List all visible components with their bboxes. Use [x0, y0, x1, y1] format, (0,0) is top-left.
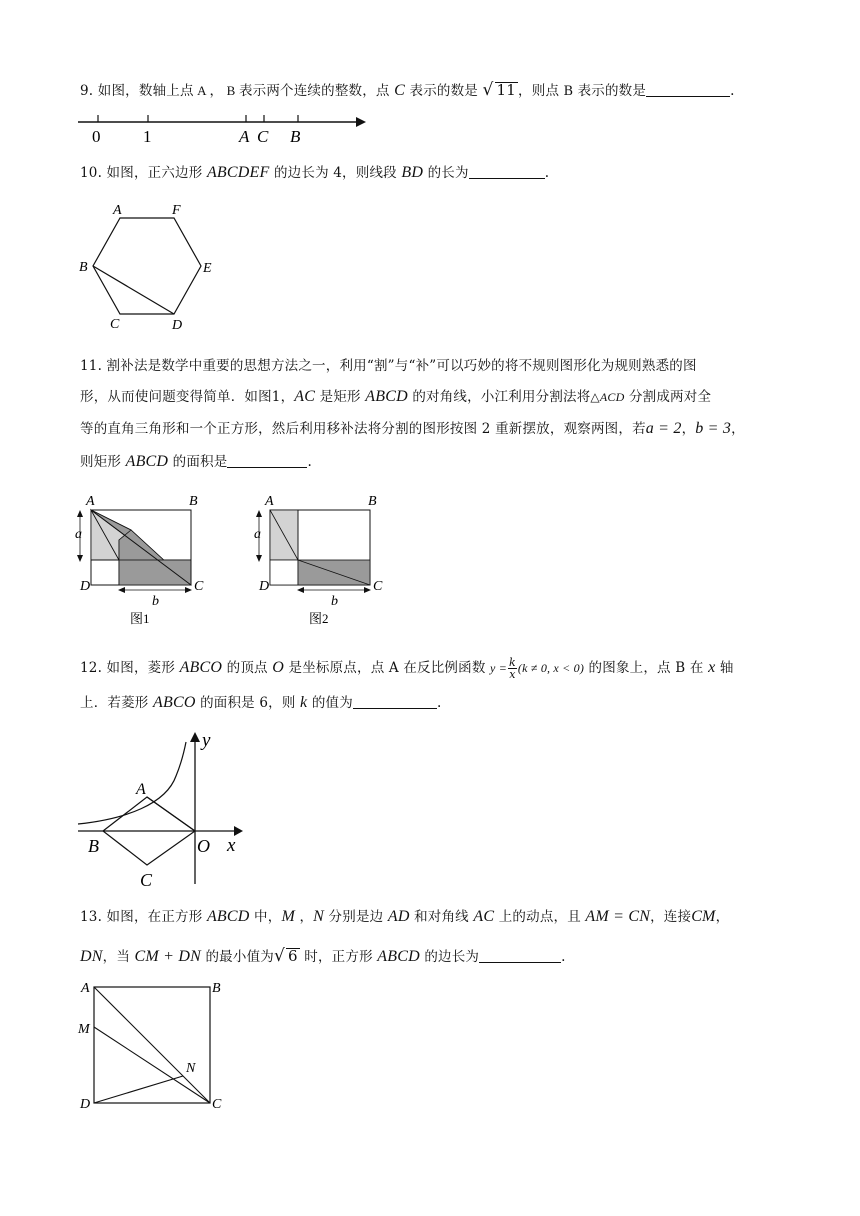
q13-l1k: 上的动点，且: [494, 909, 586, 925]
q11-fig2-caption: 图2: [309, 611, 329, 626]
q11-cond-a: a = 2: [645, 420, 682, 437]
q11-l3e: ，: [731, 421, 745, 437]
q12-l1a: 12. 如图，菱形: [80, 660, 180, 676]
q13-l1g: 分别是边: [324, 909, 388, 925]
q11-fig1-label-A: A: [86, 494, 95, 509]
q10-var-hexagon: ABCDEF: [206, 164, 270, 181]
q12-l2a: 上．若菱形: [80, 695, 153, 711]
q11-cond-b: b = 3: [695, 420, 732, 437]
q13-line2: [80, 946, 566, 967]
q12-l1c: 的顶点: [222, 660, 273, 676]
q12-label-y: y: [202, 730, 211, 751]
q11-fig1-label-C: C: [194, 579, 204, 594]
q11-l3a: 等的直角三角形和一个正方形，然后利用移补法将分割的图形按图 2 重新摆放，观察两图，若: [80, 421, 646, 437]
q13-cond: AM = CN: [585, 908, 651, 925]
q10-mid: 的边长为 4，则线段: [269, 165, 402, 181]
q10-answer-blank[interactable]: [469, 164, 545, 179]
q13-var-dn: DN: [80, 948, 103, 965]
q11-fig1-caption: 图1: [130, 611, 150, 626]
q13-l1c: 中，: [249, 909, 282, 925]
q9-text: 9. 如图，数轴上点 A ， B 表示两个连续的整数，点 C 表示的数是 √ 11 ，则点 B 表示的数是 .: [80, 80, 735, 100]
q13-var-ac: AC: [473, 908, 495, 925]
q12-answer-blank[interactable]: [353, 694, 437, 709]
q13-expr: CM + DN: [134, 948, 201, 965]
q13-l2h: .: [561, 949, 566, 965]
q11-line1: 11. 割补法是数学中重要的思想方法之一，利用“割”与“补”可以巧妙的将不规则图形化为规则熟悉的图: [80, 358, 697, 374]
q13-l1i: 和对角线: [409, 909, 474, 925]
q13-var-abcd2: ABCD: [377, 948, 420, 965]
q11-answer-blank[interactable]: [227, 453, 307, 468]
q11-fig2-label-A: A: [265, 494, 274, 509]
q11-l2g: 分割成两对全: [624, 389, 712, 405]
q13-var-n: N: [313, 908, 325, 925]
q10-label-B: B: [79, 260, 88, 275]
q10-label-A: A: [113, 203, 122, 218]
q12-var-x: x: [708, 659, 716, 676]
q13-label-N: N: [186, 1061, 196, 1076]
q13-l1o: ，: [715, 909, 730, 925]
q12-var-abco: ABCO: [179, 659, 223, 676]
q11-l2a: 形，从而使问题变得简单．如图1，: [80, 389, 295, 405]
q12-func-y: y =: [490, 661, 508, 675]
q11-figure2: [255, 490, 405, 630]
q11-fig1-label-a: a: [75, 527, 82, 542]
q13-l2d: 的最小值为: [200, 949, 274, 965]
q12-l2f: .: [436, 695, 442, 711]
q9-tick-C: C: [257, 127, 269, 146]
q9-tick-B: B: [290, 127, 301, 146]
q13-answer-blank[interactable]: [479, 948, 561, 963]
q10-hexagon-figure: [76, 198, 226, 338]
q12-var-o: O: [272, 659, 284, 676]
q10-label-C: C: [110, 317, 120, 332]
q11-fig1-label-b: b: [152, 594, 159, 609]
q13-var-cm: CM: [691, 908, 716, 925]
q11-fig2-label-C: C: [373, 579, 383, 594]
q12-l1h: 轴: [715, 660, 734, 676]
q12-label-A: A: [136, 781, 146, 798]
q12-l1e: 是坐标原点，点 A 在反比例函数: [284, 660, 491, 676]
q11-figure1: [76, 490, 226, 630]
q13-var-abcd: ABCD: [206, 908, 250, 925]
q12-fraction: [508, 657, 517, 680]
q12-frac-den: x: [509, 668, 516, 681]
q11-fig2-label-D: D: [259, 579, 270, 594]
q10-label-D: D: [172, 318, 183, 333]
q11-fig2-label-B: B: [368, 494, 377, 509]
q12-l1f: 的图象上，点 B 在: [584, 660, 709, 676]
q11-fig1-label-B: B: [189, 494, 198, 509]
q12-l2c: 的面积是 6，则: [195, 695, 301, 711]
q11-var-acd: △ACD: [590, 390, 625, 404]
q12-var-abco2: ABCO: [153, 694, 196, 711]
q11-l2e: 的对角线，小江利用分割法将: [407, 389, 591, 405]
q9-tick-0: 0: [92, 127, 101, 146]
q13-l1a: 13. 如图，在正方形: [80, 909, 207, 925]
q13-sqrt-value: 6: [288, 947, 298, 965]
q11-line4: [80, 452, 312, 472]
q9-tick-A: A: [239, 127, 250, 146]
q10-end: .: [544, 165, 550, 181]
q13-radical-icon: √: [273, 946, 286, 966]
q13-label-D: D: [80, 1097, 91, 1112]
q10-label-E: E: [203, 261, 212, 276]
q9-number-line: [76, 108, 366, 148]
q11-l3c: ，: [681, 421, 696, 437]
q13-l1m: ，连接: [650, 909, 692, 925]
q11-l2c: 是矩形: [315, 389, 366, 405]
q11-fig2-label-b: b: [331, 594, 338, 609]
q11-l4a: 则矩形: [80, 454, 126, 470]
q12-line1: [80, 655, 734, 681]
q9-tick-1: 1: [143, 127, 152, 146]
q10-label-F: F: [172, 203, 181, 218]
q12-label-O: O: [197, 836, 210, 856]
q13-square-figure: [76, 975, 236, 1115]
q12-line2: [80, 693, 441, 713]
q13-l2b: ，当: [102, 949, 135, 965]
q13-label-B: B: [212, 981, 221, 996]
q12-label-C: C: [140, 870, 153, 890]
q13-var-m: M: [281, 908, 295, 925]
q11-var-abcd: ABCD: [365, 388, 408, 405]
q11-var-ac: AC: [294, 388, 316, 405]
q10-prefix: 10. 如图，正六边形: [80, 165, 207, 181]
q13-l2g: 的边长为: [419, 949, 480, 965]
q9-answer-blank[interactable]: [646, 82, 730, 97]
q11-fig1-label-D: D: [80, 579, 91, 594]
q13-line1: [80, 907, 729, 927]
q12-frac-num: k: [509, 656, 516, 669]
q13-label-M: M: [78, 1022, 90, 1037]
q11-var-abcd2: ABCD: [125, 453, 169, 470]
q12-label-B: B: [88, 836, 99, 856]
q12-coordinate-figure: [76, 724, 256, 894]
q13-l2e: 时，正方形: [299, 949, 378, 965]
q10-var-bd: BD: [401, 164, 424, 181]
q13-var-ad: AD: [387, 908, 410, 925]
q10-suffix: 的长为: [423, 165, 469, 181]
q10-text: [80, 163, 549, 183]
q12-var-k: k: [300, 694, 308, 711]
q13-label-A: A: [81, 981, 90, 996]
q12-func-cond: (k ≠ 0, x < 0): [517, 661, 585, 675]
q11-l4d: .: [307, 454, 312, 470]
q12-label-x: x: [227, 835, 236, 856]
q13-label-C: C: [212, 1097, 222, 1112]
q11-l4c: 的面积是: [168, 454, 228, 470]
q9-prefix: 9. 如图，数轴上点: [80, 83, 194, 99]
q12-l2e: 的值为: [307, 695, 353, 711]
q11-line2: [80, 387, 711, 407]
q11-fig2-label-a: a: [254, 527, 261, 542]
q11-line3: [80, 419, 745, 439]
q13-l1e: ，: [294, 909, 314, 925]
